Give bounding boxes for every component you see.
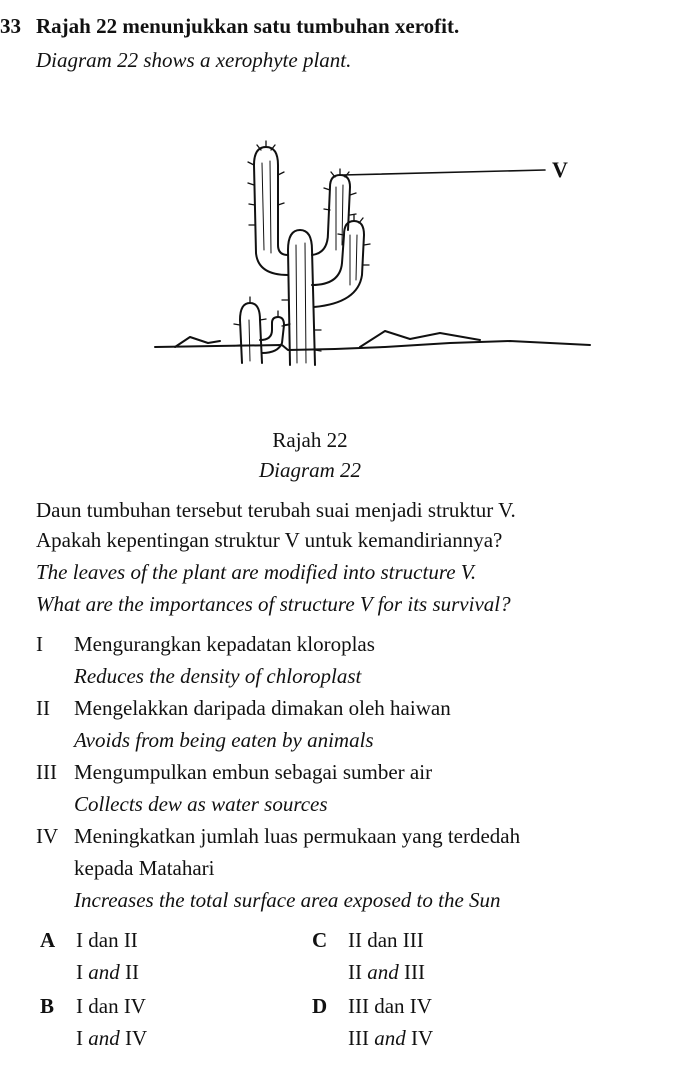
statement-numeral: IV [36, 824, 59, 848]
option-english-and: and [374, 1026, 406, 1050]
caption-english: Diagram 22 [258, 458, 362, 482]
cactus-trunk [288, 230, 315, 365]
intro-english: Diagram 22 shows a xerophyte plant. [36, 48, 352, 72]
stem-english-1: The leaves of the plant are modified into structure V. [36, 560, 477, 584]
option-english-second: III [404, 960, 425, 984]
statement-malay-continued: kepada Matahari [74, 856, 215, 880]
statement-numeral: III [36, 760, 57, 784]
stem-english-2: What are the importances of structure V for its survival? [36, 592, 511, 616]
intro-malay: Rajah 22 menunjukkan satu tumbuhan xerofit. [36, 14, 460, 38]
statement-english: Reduces the density of chloroplast [74, 664, 362, 688]
stem-malay-2: Apakah kepentingan struktur V untuk kemandiriannya? [36, 528, 503, 552]
cactus-diagram [150, 135, 600, 380]
option-letter[interactable]: A [40, 928, 56, 952]
option-malay[interactable]: I dan II [76, 928, 138, 952]
statement-malay: Meningkatkan jumlah luas permukaan yang terdedah [74, 824, 521, 848]
statement-numeral: I [36, 632, 43, 656]
option-english-first: III [348, 1026, 369, 1050]
option-english-first: II [348, 960, 362, 984]
stem-malay-1: Daun tumbuhan tersebut terubah suai menjadi struktur V. [36, 498, 516, 522]
statement-malay: Mengurangkan kepadatan kloroplas [74, 632, 375, 656]
option-letter[interactable]: B [40, 994, 55, 1018]
option-english[interactable] [348, 1026, 433, 1051]
statement-numeral: II [36, 696, 50, 720]
option-english[interactable] [348, 960, 425, 985]
statement-english: Collects dew as water sources [74, 792, 328, 816]
statement-malay: Mengumpulkan embun sebagai sumber air [74, 760, 433, 784]
option-malay[interactable]: II dan III [348, 928, 424, 952]
small-cactus [240, 303, 262, 363]
option-english-second: IV [410, 1026, 434, 1050]
option-english-and: and [88, 1026, 120, 1050]
statement-malay: Mengelakkan daripada dimakan oleh haiwan [74, 696, 451, 720]
option-english-second: II [125, 960, 139, 984]
option-english-first: I [76, 960, 83, 984]
structure-v-label: V [552, 157, 568, 182]
caption-malay: Rajah 22 [272, 428, 348, 452]
option-english-first: I [76, 1026, 83, 1050]
option-malay[interactable]: III dan IV [348, 994, 432, 1018]
statement-english: Avoids from being eaten by animals [74, 728, 374, 752]
option-english-and: and [367, 960, 399, 984]
option-letter[interactable]: C [312, 928, 328, 952]
option-english[interactable] [76, 1026, 147, 1051]
structure-v-pointer [342, 170, 545, 175]
question-number: 33 [0, 14, 21, 38]
option-letter[interactable]: D [312, 994, 328, 1018]
ground-line [155, 341, 590, 350]
option-malay[interactable]: I dan IV [76, 994, 146, 1018]
option-english-and: and [88, 960, 120, 984]
option-english[interactable] [76, 960, 139, 985]
option-english-second: IV [125, 1026, 148, 1050]
statement-english: Increases the total surface area exposed to the Sun [74, 888, 501, 912]
